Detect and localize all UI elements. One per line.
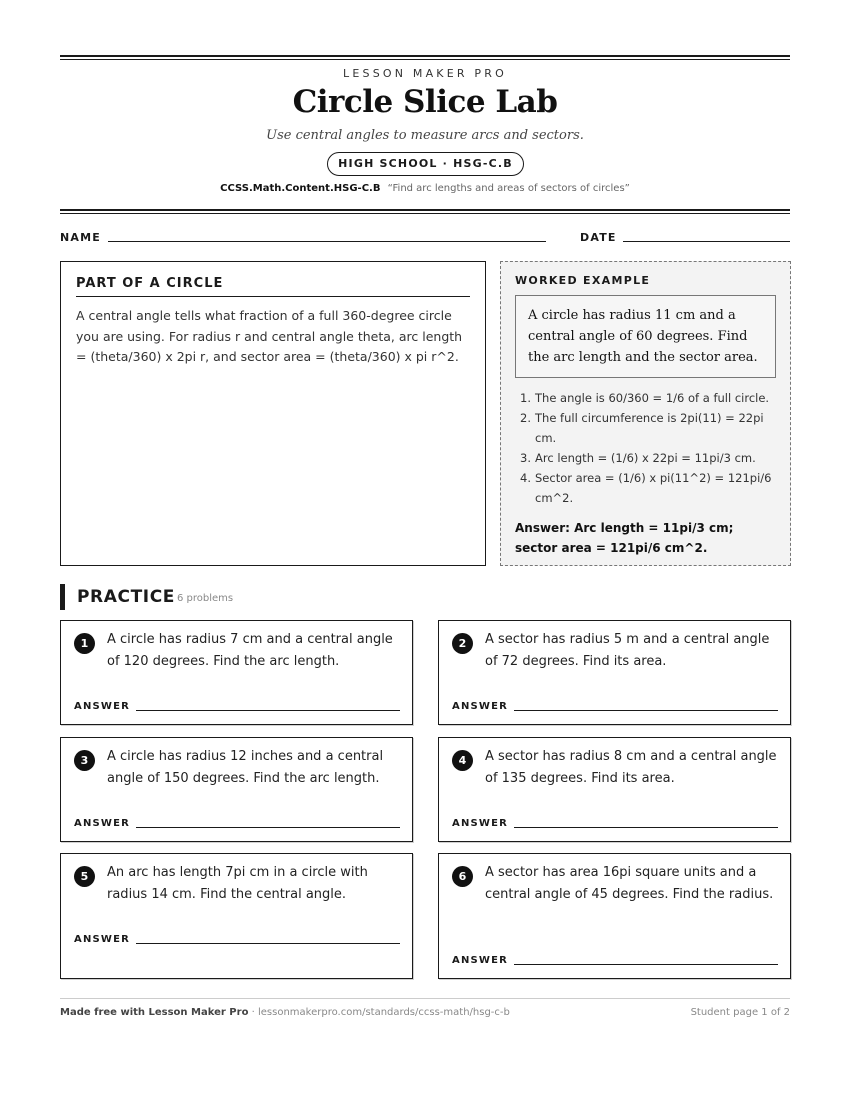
footer-rule: [60, 998, 790, 999]
problem-card-5: [60, 853, 413, 979]
name-label: NAME: [60, 231, 101, 244]
problem-text: A circle has radius 7 cm and a central angle of 120 degrees. Find the arc length.: [107, 632, 393, 669]
problem-number: 2: [452, 633, 473, 654]
answer-label: ANSWER: [452, 955, 509, 966]
worked-example-step: [515, 468, 776, 508]
problem-card-4: [438, 737, 791, 842]
worked-example-step: [515, 388, 776, 408]
practice-title: PRACTICE: [77, 587, 175, 607]
step-text: Arc length = (1/6) x 22pi = 11pi/3 cm.: [535, 451, 756, 465]
practice-accent-bar: [60, 584, 65, 610]
answer-label: ANSWER: [452, 818, 509, 829]
worked-example-answer: Answer: Arc length = 11pi/3 cm; sector area = 121pi/6 cm^2.: [515, 521, 734, 555]
worked-example-heading: WORKED EXAMPLE: [515, 274, 651, 287]
worked-example-problem: A circle has radius 11 cm and a central angle of 60 degrees. Find the arc length and the sector area.: [515, 295, 776, 378]
worked-example-steps: [515, 388, 776, 508]
worked-example-box: [500, 261, 791, 566]
level-badge: HIGH SCHOOL · HSG-C.B: [327, 152, 524, 176]
practice-count: 6 problems: [177, 593, 234, 604]
step-text: Sector area = (1/6) x pi(11^2) = 121pi/6 cm^2.: [535, 471, 772, 505]
answer-field[interactable]: [514, 710, 778, 711]
problem-card-3: [60, 737, 413, 842]
problem-card-1: [60, 620, 413, 725]
problem-text: A circle has radius 12 inches and a central angle of 150 degrees. Find the arc length.: [107, 749, 384, 786]
date-label: DATE: [580, 231, 617, 244]
problem-text: A sector has radius 8 cm and a central angle of 135 degrees. Find its area.: [485, 749, 777, 786]
answer-label: ANSWER: [74, 934, 131, 945]
answer-label: ANSWER: [74, 818, 131, 829]
problem-number: 4: [452, 750, 473, 771]
concept-box: [60, 261, 486, 566]
step-text: The full circumference is 2pi(11) = 22pi cm.: [535, 411, 764, 445]
answer-label: ANSWER: [452, 701, 509, 712]
problem-number: 6: [452, 866, 473, 887]
footer-credit: [60, 1007, 510, 1018]
standard-description: “Find arc lengths and areas of sectors of circles”: [387, 183, 630, 194]
footer-page-number: Student page 1 of 2: [690, 1007, 790, 1018]
date-field[interactable]: [623, 241, 790, 242]
problem-card-2: [438, 620, 791, 725]
brand-name: LESSON MAKER PRO: [343, 67, 507, 80]
worksheet-subtitle: Use central angles to measure arcs and sectors.: [266, 128, 584, 143]
step-number: 3.: [520, 451, 531, 465]
worksheet-title: Circle Slice Lab: [292, 84, 558, 120]
problem-text: An arc has length 7pi cm in a circle with radius 14 cm. Find the central angle.: [107, 865, 368, 902]
problem-number: 5: [74, 866, 95, 887]
problem-card-6: [438, 853, 791, 979]
step-number: 1.: [520, 391, 531, 405]
header-top-rule: [60, 55, 790, 60]
problem-text: A sector has area 16pi square units and a central angle of 45 degrees. Find the radius.: [485, 865, 774, 902]
worked-example-step: [515, 448, 776, 468]
footer-brand: Made free with Lesson Maker Pro: [60, 1007, 249, 1018]
footer-link[interactable]: · lessonmakerpro.com/standards/ccss-math/hsg-c-b: [251, 1007, 510, 1018]
standard-line: [0, 183, 850, 194]
name-field[interactable]: [108, 241, 546, 242]
answer-field[interactable]: [136, 827, 400, 828]
answer-field[interactable]: [136, 943, 400, 944]
concept-text: A central angle tells what fraction of a full 360-degree circle you are using. For radius r and central angle theta, arc length = (theta/360) x 2pi r, and sector area = (theta/360) x pi r^2.: [76, 308, 463, 364]
step-text: The angle is 60/360 = 1/6 of a full circle.: [535, 391, 770, 405]
concept-heading: PART OF A CIRCLE: [76, 276, 470, 297]
answer-field[interactable]: [136, 710, 400, 711]
problem-number: 1: [74, 633, 95, 654]
header-bottom-rule: [60, 209, 790, 214]
worked-example-step: [515, 408, 776, 448]
problem-text: A sector has radius 5 m and a central angle of 72 degrees. Find its area.: [485, 632, 770, 669]
answer-field[interactable]: [514, 964, 778, 965]
step-number: 4.: [520, 471, 531, 485]
standard-code: CCSS.Math.Content.HSG-C.B: [220, 183, 381, 194]
step-number: 2.: [520, 411, 531, 425]
answer-label: ANSWER: [74, 701, 131, 712]
answer-field[interactable]: [514, 827, 778, 828]
problem-number: 3: [74, 750, 95, 771]
